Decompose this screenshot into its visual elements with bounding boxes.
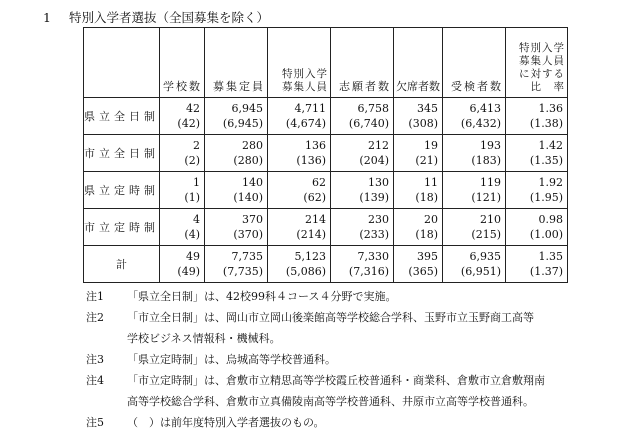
table-cell (394, 135, 443, 172)
table-cell (506, 209, 568, 246)
section-heading (43, 8, 269, 26)
current-value: 7,330 (357, 250, 389, 263)
table-cell (268, 98, 331, 135)
table-cell (506, 246, 568, 283)
row-label: 市立定時制 (84, 209, 160, 246)
current-value: 4,711 (294, 102, 326, 115)
current-value: 119 (480, 176, 501, 189)
table-cell (205, 209, 268, 246)
note-line (86, 349, 545, 370)
row-label: 計 (84, 246, 160, 283)
note-text: 「市立全日制」は、岡山市立岡山後楽館高等学校総合学科、玉野市立玉野商工高等 (127, 311, 534, 324)
previous-year-value: (6,740) (348, 117, 389, 130)
current-value: 6,758 (357, 102, 389, 115)
table-row (84, 246, 568, 283)
current-value: 6,935 (469, 250, 501, 263)
note-line (86, 391, 545, 412)
table-cell (394, 246, 443, 283)
note-line (86, 370, 545, 391)
current-value: 19 (424, 139, 438, 152)
selection-stats-table (83, 27, 568, 283)
table-row (84, 172, 568, 209)
current-value: 0.98 (538, 213, 563, 226)
table-cell (506, 135, 568, 172)
previous-year-value: (6,945) (222, 117, 263, 130)
current-value: 212 (368, 139, 389, 152)
header-schools: 学校数 (160, 28, 205, 98)
note-line (86, 328, 545, 349)
table-row (84, 209, 568, 246)
current-value: 2 (193, 139, 200, 152)
note-tag: 注5 (86, 416, 104, 429)
header-absentees: 欠席者数 (394, 28, 443, 98)
note-text: 学校ビジネス情報科・機械科。 (127, 332, 281, 345)
previous-year-value: (6,951) (460, 265, 501, 278)
current-value: 130 (368, 176, 389, 189)
previous-year-value: (5,086) (285, 265, 326, 278)
current-value: 5,123 (294, 250, 326, 263)
current-value: 140 (242, 176, 263, 189)
current-value: 49 (186, 250, 200, 263)
table-cell (205, 246, 268, 283)
note-text: 「県立全日制」は、42校99科４コース４分野で実施。 (127, 290, 397, 303)
previous-year-value: (18) (415, 228, 438, 241)
table-header-row (84, 28, 568, 98)
table-cell (160, 135, 205, 172)
current-value: 193 (480, 139, 501, 152)
table-cell (268, 135, 331, 172)
table-cell (268, 172, 331, 209)
current-value: 4 (193, 213, 200, 226)
note-tag: 注4 (86, 374, 104, 387)
current-value: 1 (193, 176, 200, 189)
table-cell (506, 98, 568, 135)
previous-year-value: (183) (471, 154, 501, 167)
table-cell (331, 172, 394, 209)
table-cell (443, 135, 506, 172)
previous-year-value: (2) (184, 154, 200, 167)
header-ratio: 特別入学 募集人員 に対する 比 率 (506, 28, 568, 98)
table-cell (394, 98, 443, 135)
current-value: 7,735 (231, 250, 263, 263)
current-value: 42 (186, 102, 200, 115)
row-label: 県立全日制 (84, 98, 160, 135)
table-cell (205, 98, 268, 135)
previous-year-value: (136) (296, 154, 326, 167)
previous-year-value: (1.35) (529, 154, 563, 167)
previous-year-value: (21) (415, 154, 438, 167)
header-examinees: 受検者数 (443, 28, 506, 98)
row-label: 県立定時制 (84, 172, 160, 209)
previous-year-value: (308) (408, 117, 438, 130)
current-value: 210 (480, 213, 501, 226)
notes-section (86, 286, 545, 433)
previous-year-value: (1) (184, 191, 200, 204)
note-text: （ ）は前年度特別入学者選抜のもの。 (127, 416, 325, 429)
current-value: 1.42 (538, 139, 563, 152)
previous-year-value: (42) (177, 117, 200, 130)
note-text: 「県立定時制」は、烏城高等学校普通科。 (127, 353, 336, 366)
previous-year-value: (18) (415, 191, 438, 204)
previous-year-value: (1.37) (529, 265, 563, 278)
current-value: 136 (305, 139, 326, 152)
previous-year-value: (365) (408, 265, 438, 278)
previous-year-value: (280) (233, 154, 263, 167)
table-cell (506, 172, 568, 209)
table-cell (331, 209, 394, 246)
previous-year-value: (49) (177, 265, 200, 278)
table-cell (160, 172, 205, 209)
previous-year-value: (1.38) (529, 117, 563, 130)
table-row (84, 98, 568, 135)
current-value: 1.36 (538, 102, 563, 115)
header-special-quota: 特別入学 募集人員 (268, 28, 331, 98)
previous-year-value: (233) (359, 228, 389, 241)
table-cell (268, 246, 331, 283)
note-line (86, 412, 545, 433)
current-value: 214 (305, 213, 326, 226)
previous-year-value: (121) (471, 191, 501, 204)
current-value: 230 (368, 213, 389, 226)
note-line (86, 307, 545, 328)
previous-year-value: (140) (233, 191, 263, 204)
table-cell (205, 172, 268, 209)
previous-year-value: (4) (184, 228, 200, 241)
previous-year-value: (7,316) (348, 265, 389, 278)
header-applicants: 志願者数 (331, 28, 394, 98)
previous-year-value: (62) (303, 191, 326, 204)
table-cell (331, 135, 394, 172)
table-cell (160, 98, 205, 135)
table-cell (331, 98, 394, 135)
row-label: 市立全日制 (84, 135, 160, 172)
table-cell (394, 172, 443, 209)
table-cell (205, 135, 268, 172)
current-value: 11 (424, 176, 438, 189)
note-tag: 注3 (86, 353, 104, 366)
previous-year-value: (214) (296, 228, 326, 241)
note-tag: 注2 (86, 311, 104, 324)
current-value: 62 (312, 176, 326, 189)
current-value: 1.35 (538, 250, 563, 263)
section-title: 特別入学者選抜（全国募集を除く） (69, 10, 270, 25)
note-tag: 注1 (86, 290, 104, 303)
current-value: 370 (242, 213, 263, 226)
current-value: 20 (424, 213, 438, 226)
note-line (86, 286, 545, 307)
header-corner (84, 28, 160, 98)
current-value: 6,945 (231, 102, 263, 115)
previous-year-value: (7,735) (222, 265, 263, 278)
table-cell (160, 209, 205, 246)
header-capacity: 募集定員 (205, 28, 268, 98)
previous-year-value: (215) (471, 228, 501, 241)
previous-year-value: (204) (359, 154, 389, 167)
current-value: 280 (242, 139, 263, 152)
table-cell (443, 98, 506, 135)
table-cell (443, 209, 506, 246)
table-cell (160, 246, 205, 283)
previous-year-value: (6,432) (460, 117, 501, 130)
note-text: 高等学校総合学科、倉敷市立真備陵南高等学校普通科、井原市立高等学校普通科。 (127, 395, 534, 408)
previous-year-value: (139) (359, 191, 389, 204)
current-value: 6,413 (469, 102, 501, 115)
note-text: 「市立定時制」は、倉敷市立精思高等学校霞丘校普通科・商業科、倉敷市立倉敷翔南 (127, 374, 545, 387)
previous-year-value: (1.00) (529, 228, 563, 241)
current-value: 395 (417, 250, 438, 263)
table-cell (394, 209, 443, 246)
table-row (84, 135, 568, 172)
previous-year-value: (4,674) (285, 117, 326, 130)
table-cell (443, 172, 506, 209)
table-cell (331, 246, 394, 283)
section-number: 1 (43, 10, 51, 25)
previous-year-value: (1.95) (529, 191, 563, 204)
table-cell (443, 246, 506, 283)
table-cell (268, 209, 331, 246)
current-value: 345 (417, 102, 438, 115)
previous-year-value: (370) (233, 228, 263, 241)
current-value: 1.92 (538, 176, 563, 189)
